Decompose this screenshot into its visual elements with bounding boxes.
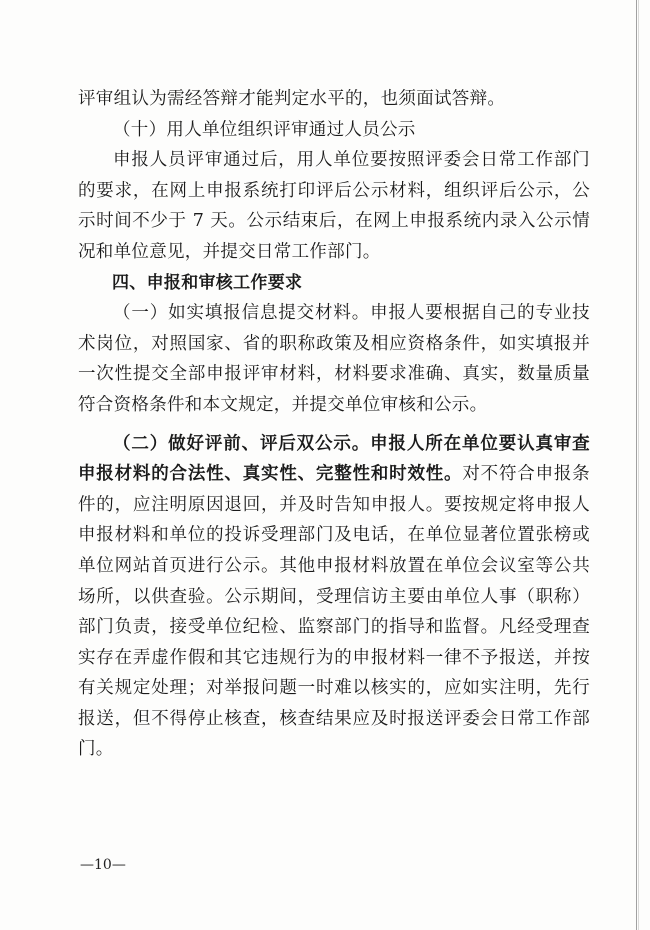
paragraph-truthful-submission: （一）如实填报信息提交材料。申报人要根据自己的专业技术岗位，对照国家、省的职称政策及相应资格条件，如实填报并一次性提交全部申报评审材料，材料要求准确、真实，数量质量符合资格条件和本文规定，并提交单位审核和公示。	[78, 303, 590, 415]
paragraph-continuation: 评审组认为需经答辩才能判定水平的，也须面试答辩。	[78, 89, 506, 109]
paragraph-double-publicity-lead: （二）做好评前、评后双公示。申报人所在单位要认真审查申报材料的合法性、真实性、完整性和时效性。	[78, 433, 590, 485]
section-heading-4: 四、申报和审核工作要求	[112, 272, 303, 293]
scan-edge-shadow	[638, 0, 639, 930]
section-subheading-10: （十）用人单位组织评审通过人员公示	[113, 119, 416, 140]
paragraph-double-publicity	[78, 429, 590, 766]
paragraph-double-publicity-body: 对不符合申报条件的，应注明原因退回，并及时告知申报人。要按规定将申报人申报材料和单位的投诉受理部门及电话，在单位显著位置张榜或单位网站首页进行公示。其他申报材料放置在单位会议室等公共场所，以供查验。公示期间，受理信访主要由单位人事（职称）部门负责，接受单位纪检、监察部门的指导和监督。凡经受理查实存在弄虚作假和其它违规行为的申报材料一律不予报送，并按有关规定处理；对举报问题一时难以核实的，应如实注明，先行报送，但不得停止核查，核查结果应及时报送评委会日常工作部门。	[78, 464, 590, 760]
page-number: —10—	[80, 857, 126, 873]
scan-edge-line	[636, 0, 637, 930]
document-body	[78, 84, 590, 765]
paragraph-publicity-after-review: 申报人员评审通过后，用人单位要按照评委会日常工作部门的要求，在网上申报系统打印评后公示材料，组织评后公示，公示时间不少于 7 天。公示结束后，在网上申报系统内录入公示情况和单位意见，并提交日常工作部门。	[78, 150, 590, 262]
